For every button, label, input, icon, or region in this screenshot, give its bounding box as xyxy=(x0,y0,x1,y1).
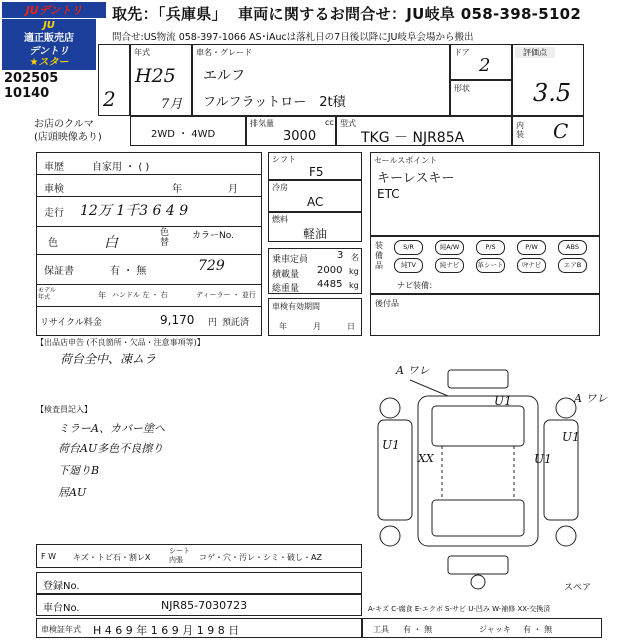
car-damage-diagram xyxy=(370,360,600,590)
mileage-value: 12万 1千3 6 4 9 xyxy=(80,203,189,219)
store-car-note: お店のクルマ (店頭映像あり) xyxy=(34,119,102,143)
brand-logo: JUデントリ xyxy=(2,2,106,18)
equipment-tag: 純ナビ xyxy=(435,258,464,273)
year-cell: 年式 H25 7月 xyxy=(130,44,192,116)
equipment-box: 装備品 ナビ装備： xyxy=(370,236,600,294)
exhibitor-note: 荷台全中、凍ムラ xyxy=(60,352,157,366)
chassis-row: 車台No. NJR85-7030723 xyxy=(36,594,362,616)
lot-index-cell: 2 xyxy=(98,44,130,116)
aircon-cell: 冷房 AC xyxy=(268,180,362,212)
shift-cell: シフト F5 xyxy=(268,152,362,180)
drive-cell: 2WD ・ 4WD xyxy=(130,116,246,146)
damage-legend: A-キズ C-腐食 E-エクボ S-サビ U-凹み W-補修 XX-交換済 xyxy=(368,605,551,613)
score-cell: 評価点 3.5 xyxy=(512,44,584,116)
sales-point-box: セールスポイント キーレスキー ETC xyxy=(370,152,600,236)
model-cell: 車名・グレード エルフ フルフラットロー 2t積 xyxy=(192,44,450,116)
interior-value: C xyxy=(553,119,569,143)
chassis-number: NJR85-7030723 xyxy=(161,599,248,612)
equipment-tag: 革シート xyxy=(476,258,505,273)
shape-cell: 形状 xyxy=(450,80,512,116)
valid-period-cell: 車検有効期間 年 月 日 xyxy=(268,298,362,336)
equipment-tag: ABS xyxy=(558,240,587,255)
interior-cell: 内装 C xyxy=(512,116,584,146)
equipment-tag: P/S xyxy=(476,240,505,255)
defect-row: F W キズ・トビ石・割レX シート内張 コゲ・穴・汚レ・シミ・破し・AZ xyxy=(36,544,362,568)
equipment-tag: エアB xyxy=(558,258,587,273)
month-value: 7月 xyxy=(161,97,183,112)
header-subtitle: 問合せ:US物流 058-397-1066 AS･iAucは落札日の7日後以降にJU岐阜会場から搬出 xyxy=(112,32,474,43)
inspector-note-label: 【検査員記入】 xyxy=(36,405,92,414)
doors-cell: ドア 2 xyxy=(450,44,512,80)
grade-name: フルフラットロー 2t積 xyxy=(203,95,346,110)
year-value: H25 xyxy=(135,65,176,87)
exhibitor-note-label: 【出品店申告 (不良箇所・欠品・注意事項等)】 xyxy=(36,338,205,347)
equipment-tag: 純TV xyxy=(394,258,423,273)
inspection-date-row: 車検証年式 H 4 6 9 年 1 6 9 月 1 9 8 日 xyxy=(36,618,362,638)
type-cell: 型式 TKG － NJR85A xyxy=(336,116,512,146)
tool-jack-row: 工具 有 ・ 無 ジャッキ 有 ・ 無 xyxy=(362,618,602,638)
color-number: 729 xyxy=(198,258,225,274)
fuel-cell: 燃料 軽油 xyxy=(268,212,362,242)
capacity-cell: 乗車定員 3 名 積載量 2000 kg 総重量 4485 kg xyxy=(268,248,362,294)
header-title: 取先：「兵庫県」 車両に関するお問合せ：JU岐阜 058-398-5102 xyxy=(112,5,582,23)
registration-row: 登録No. xyxy=(36,572,362,594)
displacement-cell: 排気量 cc 3000 xyxy=(246,116,336,146)
model-name: エルフ xyxy=(203,68,245,84)
equipment-tag: ﾘﾔナビ xyxy=(517,258,546,273)
aftermarket-box: 後付品 xyxy=(370,294,600,336)
equipment-tag: 純A/W xyxy=(435,240,464,255)
equipment-tag: P/W xyxy=(517,240,546,255)
ju-dealer-logo: JU 適正販売店 xyxy=(2,19,96,47)
equipment-tag: S/R xyxy=(394,240,423,255)
lot-number: 202505 10140 xyxy=(4,71,59,101)
score-value: 3.5 xyxy=(533,79,572,107)
dentori-star-logo: デントリ ★スター xyxy=(2,46,96,70)
